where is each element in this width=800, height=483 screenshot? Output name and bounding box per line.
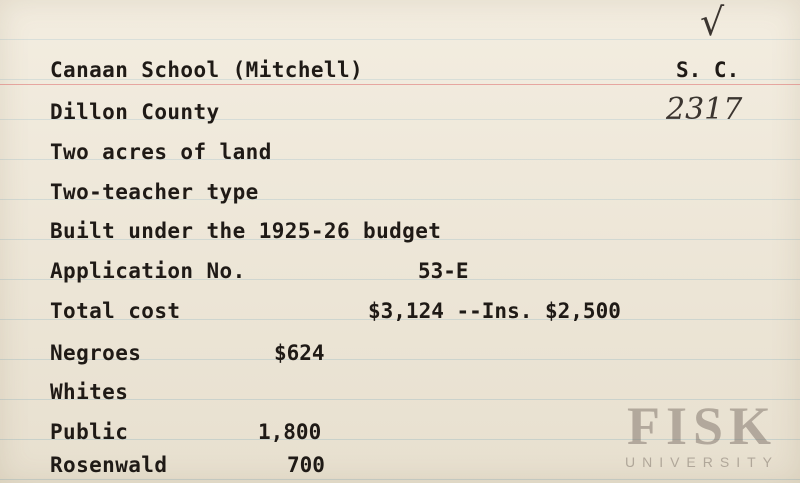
county: Dillon County bbox=[50, 100, 220, 124]
check-mark: √ bbox=[700, 0, 725, 44]
red-rule-line bbox=[0, 84, 800, 85]
logo-subtitle: UNIVERSITY bbox=[624, 454, 779, 470]
application-number: 53-E bbox=[418, 259, 469, 283]
public-label: Public bbox=[50, 420, 129, 444]
land: Two acres of land bbox=[50, 140, 272, 164]
fisk-university-logo bbox=[612, 398, 792, 478]
application-label: Application No. bbox=[50, 259, 246, 283]
state-code: S. C. bbox=[676, 58, 740, 82]
negroes-amount: $624 bbox=[274, 341, 325, 365]
total-cost-label: Total cost bbox=[50, 299, 181, 323]
negroes-label: Negroes bbox=[50, 341, 142, 365]
public-amount: 1,800 bbox=[258, 420, 322, 444]
rosenwald-label: Rosenwald bbox=[50, 453, 168, 477]
teacher-type: Two-teacher type bbox=[50, 180, 259, 204]
whites-label: Whites bbox=[50, 380, 129, 404]
budget: Built under the 1925-26 budget bbox=[50, 219, 442, 243]
logo-name: FISK bbox=[626, 396, 778, 456]
handwritten-number: 2317 bbox=[666, 92, 743, 127]
total-cost-detail: $3,124 --Ins. $2,500 bbox=[368, 299, 621, 323]
school-name: Canaan School (Mitchell) bbox=[50, 58, 364, 82]
rosenwald-amount: 700 bbox=[287, 453, 325, 477]
